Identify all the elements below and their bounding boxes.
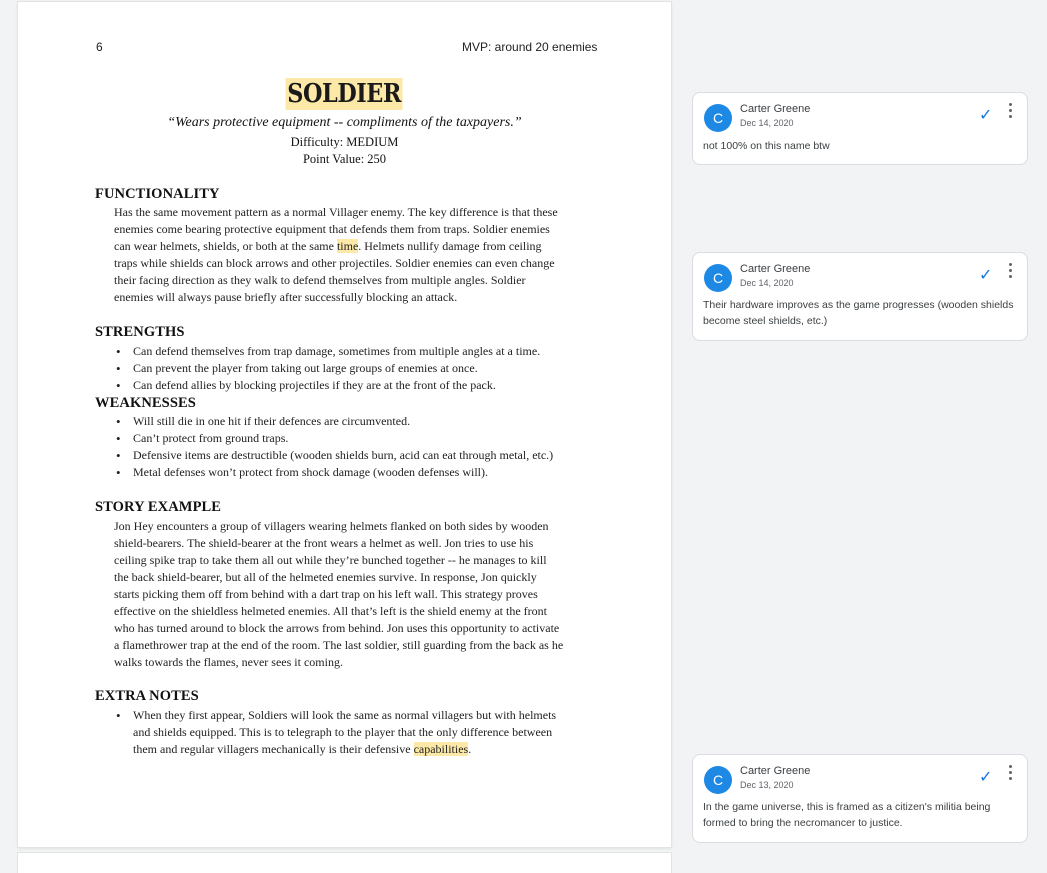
checkmark-icon[interactable]: ✓ bbox=[979, 267, 993, 284]
strengths-list bbox=[114, 343, 540, 394]
list-item: • When they first appear, Soldiers will look the same as normal villagers but with helmets and shields equipped. This is to telegraph to the player that the only difference between them and regular villagers mechanically is their defensive capabilities. bbox=[114, 707, 556, 758]
list-item: • Metal defenses won’t protect from shock damage (wooden defenses will). bbox=[114, 464, 553, 481]
comment-author: Carter Greene bbox=[740, 103, 811, 115]
list-item: • Can defend allies by blocking projectiles if they are at the front of the pack. bbox=[114, 377, 540, 394]
strengths-heading: STRENGTHS bbox=[95, 324, 185, 340]
more-vertical-icon[interactable] bbox=[1008, 103, 1014, 121]
more-vertical-icon[interactable] bbox=[1008, 765, 1014, 783]
comment-card[interactable] bbox=[692, 252, 1028, 341]
comment-date: Dec 14, 2020 bbox=[740, 278, 794, 288]
extra-notes-list bbox=[114, 707, 556, 758]
story-body: Jon Hey encounters a group of villagers wearing helmets flanked on both sides by wooden shield-bearers. The shield-bearer at the front wears a helmet as well. Jon tries to use his ceiling spike trap to take them all out while they’re bunched together -- he manages to kill the back shield-bearer, but all of the helmeted enemies survive. In response, Jon quickly starts picking them off from behind with a dart trap on his left wall. This strategy proves effective on the shieldless helmeted enemies. All that’s left is the shield enemy at the front who has turned around to block the arrows from behind. Jon uses this opportunity to activate a flamethrower trap at the end of the room. The last soldier, still guarding from the back as he walks towards the flames, never sees it coming. bbox=[114, 519, 564, 669]
weaknesses-list bbox=[114, 413, 553, 481]
list-item: • Can prevent the player from taking out large groups of enemies at once. bbox=[114, 360, 540, 377]
comment-card[interactable] bbox=[692, 754, 1028, 843]
comment-text: In the game universe, this is framed as a citizen's militia being formed to bring the necromancer to justice. bbox=[703, 801, 991, 829]
more-vertical-icon[interactable] bbox=[1008, 263, 1014, 281]
comment-date: Dec 13, 2020 bbox=[740, 780, 794, 790]
difficulty-line: Difficulty: MEDIUM bbox=[290, 135, 399, 149]
story-heading: STORY EXAMPLE bbox=[95, 499, 222, 515]
doc-title[interactable]: SOLDIER bbox=[287, 79, 402, 109]
weaknesses-heading: WEAKNESSES bbox=[95, 395, 196, 411]
comment-card[interactable] bbox=[692, 92, 1028, 165]
functionality-heading: FUNCTIONALITY bbox=[95, 186, 220, 202]
functionality-body: Has the same movement pattern as a normal Villager enemy. The key difference is that these enemies come bearing protective equipment that defends them from traps. Soldier enemies can wear helmets, shields, or both at the same time. Helmets nullify damage from ceiling traps while shields can block arrows and other projectiles. Soldier enemies can even change their facing direction as they walk to defend themselves from multiple angles. Soldier enemies will always pause briefly after successfully blocking an attack. bbox=[114, 205, 558, 304]
comment-text: Their hardware improves as the game progresses (wooden shields become steel shields, etc.) bbox=[703, 299, 1014, 327]
next-page-edge bbox=[18, 853, 671, 873]
comment-author: Carter Greene bbox=[740, 263, 811, 275]
list-item: • Will still die in one hit if their defences are circumvented. bbox=[114, 413, 553, 430]
extra-notes-heading: EXTRA NOTES bbox=[95, 688, 199, 704]
checkmark-icon[interactable]: ✓ bbox=[979, 107, 993, 124]
list-item: • Can defend themselves from trap damage, sometimes from multiple angles at a time. bbox=[114, 343, 540, 360]
list-item: • Can’t protect from ground traps. bbox=[114, 430, 553, 447]
avatar: C bbox=[704, 766, 732, 794]
comment-text: not 100% on this name btw bbox=[703, 140, 830, 152]
highlighted-comment-anchor[interactable]: time bbox=[336, 239, 359, 253]
page-number: 6 bbox=[96, 40, 103, 54]
comment-date: Dec 14, 2020 bbox=[740, 118, 794, 128]
highlighted-comment-anchor[interactable]: capabilities bbox=[413, 742, 469, 756]
header-note: MVP: around 20 enemies bbox=[462, 40, 598, 54]
checkmark-icon[interactable]: ✓ bbox=[979, 769, 993, 786]
flavor-quote: “Wears protective equipment -- compliments of the taxpayers.” bbox=[167, 115, 522, 130]
avatar: C bbox=[704, 264, 732, 292]
point-value-line: Point Value: 250 bbox=[302, 152, 387, 166]
document-page bbox=[18, 2, 671, 847]
comment-author: Carter Greene bbox=[740, 765, 811, 777]
list-item: • Defensive items are destructible (wooden shields burn, acid can eat through metal, etc.) bbox=[114, 447, 553, 464]
avatar: C bbox=[704, 104, 732, 132]
